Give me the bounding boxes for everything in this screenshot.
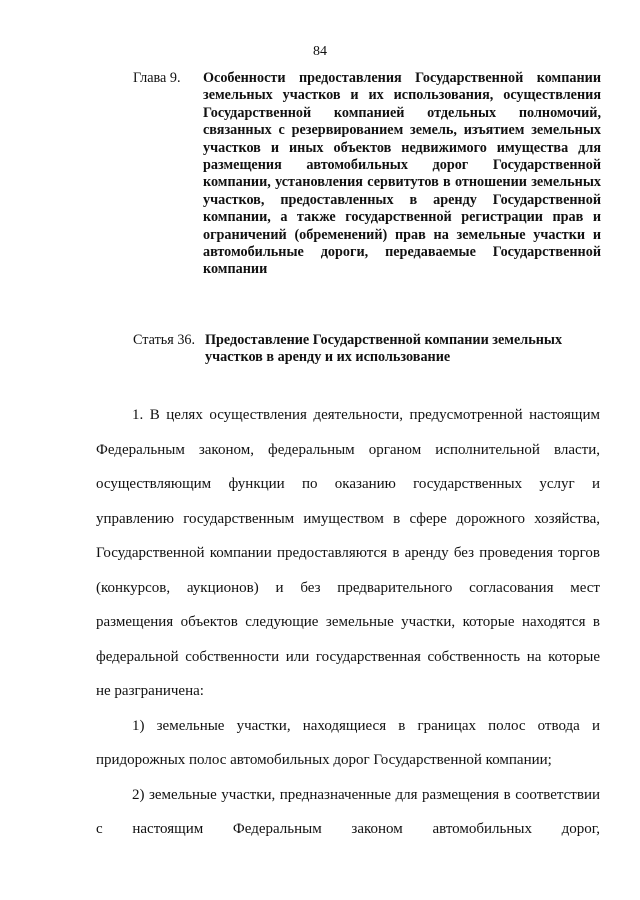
article-label: Статья 36. (133, 332, 196, 348)
chapter-heading (133, 70, 601, 279)
chapter-label: Глава 9. (133, 70, 181, 86)
page-number: 84 (313, 44, 327, 59)
article-title: Предоставление Государственной компании земельных участков в аренду и их использование (205, 332, 563, 366)
paragraph-item-1: 1) земельные участки, находящиеся в границах полос отвода и придорожных полос автомобильных дорог Государственной компании; (96, 717, 600, 768)
paragraph-1: 1. В целях осуществления деятельности, предусмотренной настоящим Федеральным законом, федеральным органом исполнительной власти, осуществляющим функции по оказанию государственных услуг и управлению государственным имуществом в сфере дорожного хозяйства, Государственной компании предоставляются в аренду без проведения торгов (конкурсов, аукционов) и без предварительного согласования мест размещения объектов следующие земельные участки, которые находятся в федеральной собственности или государственная собственность на которые не разграничена: (96, 407, 600, 699)
article-heading (133, 332, 601, 367)
document-body (96, 398, 600, 847)
chapter-title: Особенности предоставления Государственной компании земельных участков и их использования, осуществления Государственной компанией отдельных полномочий, связанных с резервированием земель, изъятием земельных участков и иных объектов недвижимого имущества для размещения автомобильных дорог Государственной компании, установления сервитутов в отношении земельных участков, предоставленных в аренду Государственной компании, а также государственной регистрации прав и ограничений (обременений) прав на земельные участки и автомобильные дороги, передаваемые Государственной компании (203, 70, 601, 278)
paragraph-item-2: 2) земельные участки, предназначенные для размещения в соответствии с настоящим Федеральным законом автомобильных дорог, (96, 786, 600, 837)
